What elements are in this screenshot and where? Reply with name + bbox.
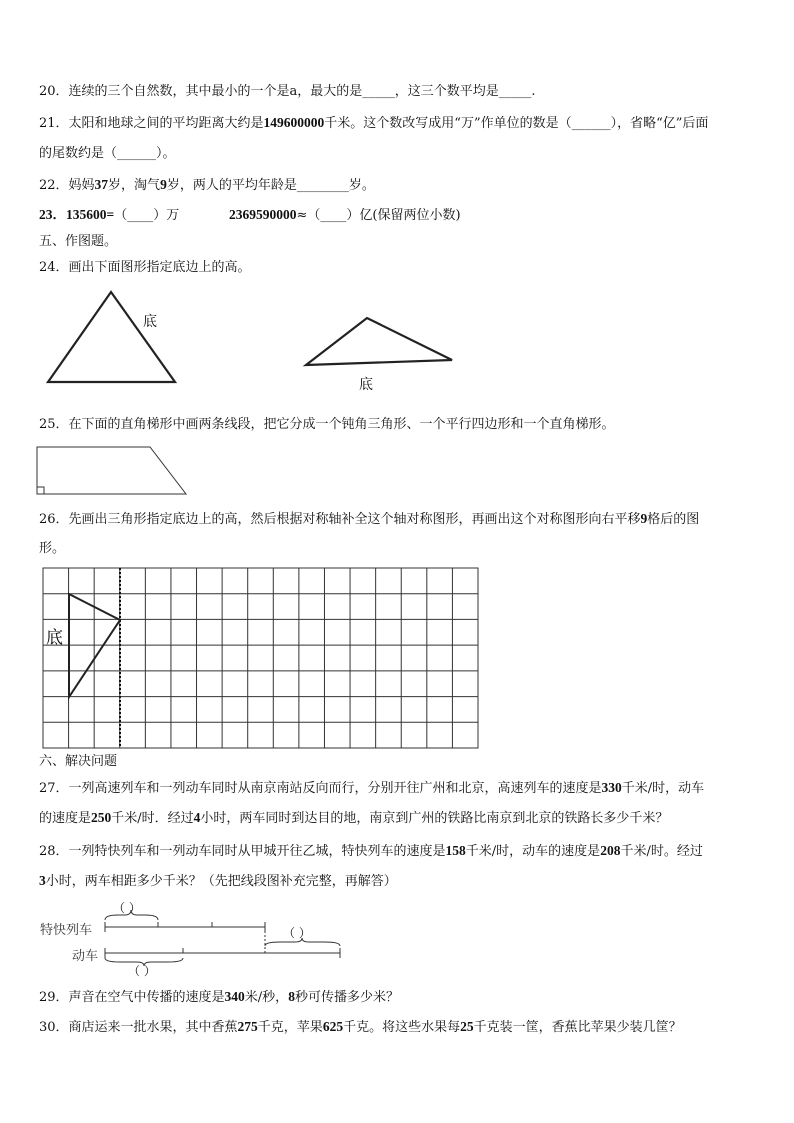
q22-text-b: 岁，淘气 [108, 178, 161, 193]
q26-grid-lines [43, 568, 478, 748]
q28-brace-top [105, 910, 158, 920]
q29-text-b: 米/秒， [244, 990, 289, 1005]
section-6-text: 六、解决问题 [39, 754, 118, 769]
q22-num-1: 37 [94, 177, 109, 192]
q20-text-b: ，这三个数平均是 [394, 84, 499, 99]
q28-text-a: 28．一列特快列车和一列动车同时从甲城开往乙城，特快列车的速度是 [39, 844, 446, 859]
q30-num-2: 625 [322, 1019, 344, 1034]
q28-brace-label-2: （ ） [283, 926, 311, 940]
q20-text-c: . [531, 84, 536, 99]
q21-text-c: 的尾数约是（______）。 [39, 146, 176, 161]
q28-brace-right [265, 938, 340, 946]
q22-text-c: 岁，两人的平均年龄是________岁。 [166, 178, 375, 193]
q22-num-2: 9 [160, 177, 167, 192]
q28-brace-label-1: （ ） [113, 901, 141, 915]
q30-text-b: 千克，苹果 [257, 1020, 323, 1035]
q30-text-c: 千克。将这些水果每 [343, 1020, 461, 1035]
q26-text-c: 形。 [39, 541, 66, 556]
q28-label-emu: 动车 [72, 949, 99, 964]
q29-num-1: 340 [224, 989, 245, 1004]
q27-text-d: 千米/时．经过 [111, 811, 194, 826]
q24-text: 24．画出下面图形指定底边上的高。 [39, 260, 251, 275]
q27-text-c: 的速度是 [39, 811, 92, 826]
q27-text-a: 27．一列高速列车和一列动车同时从南京南站反向而行，分别开往广州和北京，高速列车的速度是 [39, 781, 602, 796]
q25-trapezoid [37, 447, 186, 494]
section-5-text: 五、作图题。 [39, 234, 118, 249]
q28-num-1: 158 [445, 843, 466, 858]
q29-num-2: 8 [288, 989, 295, 1004]
q28-text-b: 千米/时，动车的速度是 [465, 844, 601, 859]
q28-text-c: 千米/时。经过 [620, 844, 703, 859]
q30-num-3: 25 [460, 1019, 474, 1034]
q26-grid [43, 568, 478, 748]
q30-text-d: 千克装一筐，香蕉比苹果少装几筐？ [473, 1020, 682, 1035]
q27-num-1: 330 [601, 780, 622, 795]
q27-text-e: 小时，两车同时到达目的地，南京到广州的铁路比南京到北京的铁路长多少千米？ [200, 811, 669, 826]
q27-text-b: 千米/时，动车 [621, 781, 705, 796]
q28-brace-label-3: （ ） [128, 964, 156, 978]
q26-num: 9 [640, 511, 648, 526]
q30-num-1: 275 [237, 1019, 258, 1034]
q24-triangle-1 [48, 292, 175, 382]
q26-text-b: 格后的图 [647, 512, 700, 527]
q21-number: 149600000 [263, 115, 325, 130]
q29-text-a: 29．声音在空气中传播的速度是 [39, 990, 225, 1005]
q20-text-a: 20．连续的三个自然数，其中最小的一个是a，最大的是 [39, 84, 363, 99]
q28-segment-diagram [105, 910, 340, 966]
q28-num-3: 3 [39, 873, 46, 888]
q26-text-a: 26．先画出三角形指定底边上的高，然后根据对称轴补全这个轴对称图形，再画出这个对称图形向右平移 [39, 512, 641, 527]
q25-right-angle-mark [37, 487, 44, 494]
q23-num-2: 2369590000 [229, 207, 297, 222]
q21-text-b: 千米。这个数改写成用“万”作单位的数是（______），省略“亿”后面 [324, 116, 709, 131]
q24-triangle-2 [306, 318, 452, 365]
q21-text-a: 21．太阳和地球之间的平均距离大约是 [39, 116, 264, 131]
q20-blank-2[interactable]: _____ [498, 84, 532, 99]
q23-text-a: （____）万 [114, 208, 180, 223]
q28-label-express: 特快列车 [40, 923, 93, 938]
q28-text-d: 小时，两车相距多少千米？（先把线段图补充完整，再解答） [45, 874, 397, 889]
q26-label-base: 底 [46, 628, 63, 648]
q27-num-2: 250 [91, 810, 112, 825]
q29-text-c: 秒可传播多少米？ [294, 990, 399, 1005]
q23-text-b: ≈（____）亿(保留两位小数) [296, 208, 461, 223]
q22-text-a: 22．妈妈 [39, 178, 95, 193]
q28-brace-bottom [105, 958, 183, 966]
q25-text: 25．在下面的直角梯形中画两条线段，把它分成一个钝角三角形、一个平行四边形和一个直角梯形。 [39, 417, 615, 432]
q27-num-3: 4 [193, 810, 201, 825]
q20-blank-1[interactable]: _____ [362, 84, 395, 99]
q30-text-a: 30．商店运来一批水果，其中香蕉 [39, 1020, 238, 1035]
q24-label-base-1: 底 [143, 314, 157, 330]
q23-num-1: 23．135600= [39, 207, 115, 222]
q24-label-base-2: 底 [359, 377, 373, 393]
q26-grid-border [43, 568, 478, 748]
q28-num-2: 208 [600, 843, 621, 858]
